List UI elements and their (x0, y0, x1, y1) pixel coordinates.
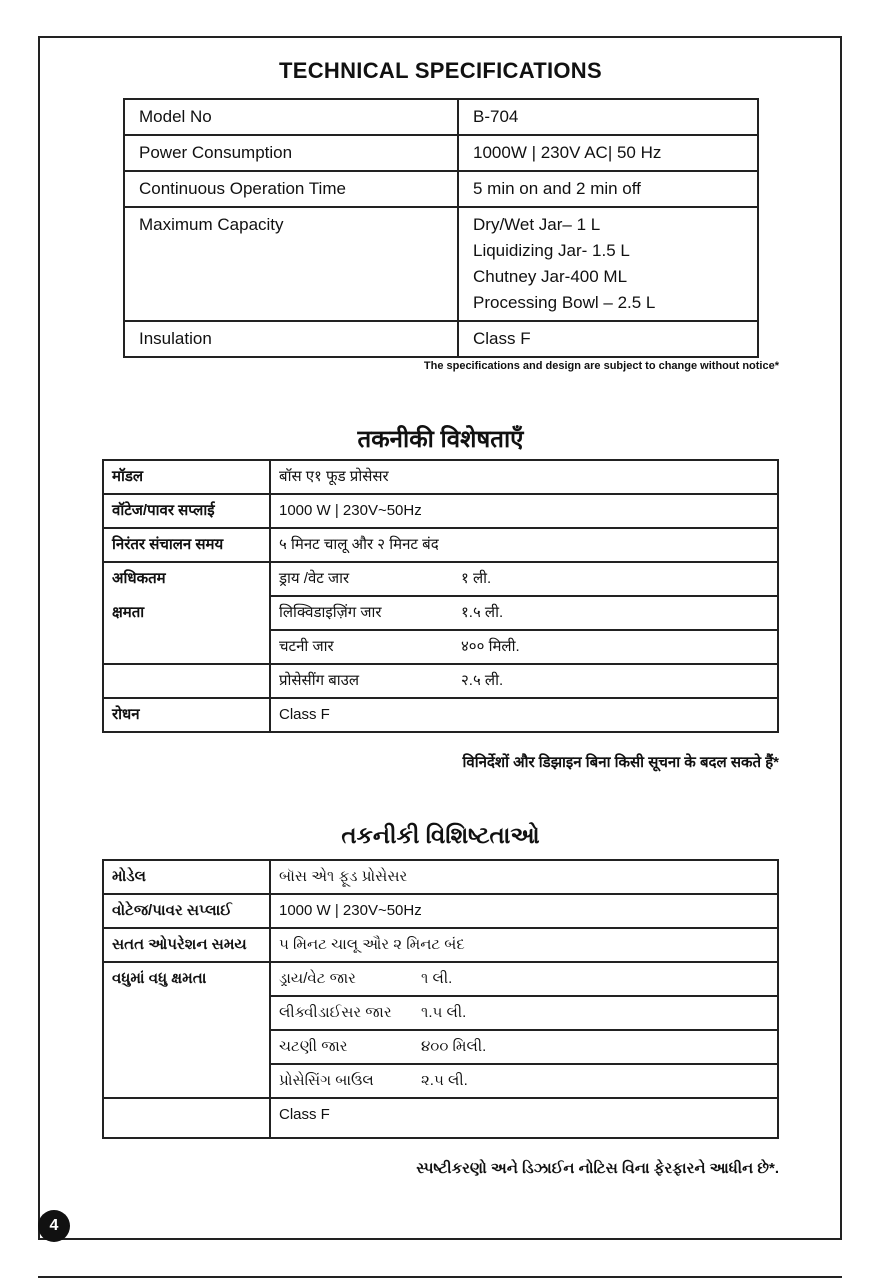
table-row (103, 698, 778, 732)
capacity-row (270, 1030, 778, 1064)
spec-key: વધુમાં વધુ ક્ષમતા (103, 962, 270, 1098)
capacity-row (270, 596, 778, 630)
spec-value: 1000 W | 230V~50Hz (270, 894, 778, 928)
spec-key: Insulation (124, 321, 458, 357)
table-row (103, 860, 778, 894)
capacity-item-name: लिक्विडाइज़िंग जार (279, 604, 382, 621)
spec-key-empty (103, 1098, 270, 1138)
spec-value: Class F (270, 698, 778, 732)
spec-value-list (458, 207, 758, 321)
capacity-item-amount: १ ली. (461, 570, 492, 587)
table-row (124, 321, 758, 357)
capacity-item-amount: ૧ લી. (421, 970, 453, 987)
note-hindi: विनिर्देशों और डिझाइन बिना किसी सूचना के बदल सकते हैं* (462, 754, 779, 771)
spec-key: Maximum Capacity (124, 207, 458, 321)
capacity-row (270, 630, 778, 664)
spec-key: મોડેલ (103, 860, 270, 894)
spec-value: बॉस ए१ फूड प्रोसेसर (270, 460, 778, 494)
capacity-item-name: લીક્વીડાઈસર જાર (279, 1004, 392, 1021)
spec-value: B-704 (458, 99, 758, 135)
spec-value: Class F (458, 321, 758, 357)
bottom-rule (38, 1276, 842, 1278)
capacity-line: Chutney Jar-400 ML (473, 267, 628, 286)
capacity-item-name: પ્રોસેસિંગ બાઉલ (279, 1072, 374, 1089)
table-row (124, 207, 758, 321)
table-row (103, 460, 778, 494)
page-number: 4 (38, 1210, 70, 1242)
table-row (103, 962, 778, 996)
spec-key: रोधन (103, 698, 270, 732)
table-row (124, 171, 758, 207)
spec-table-hindi (102, 459, 779, 733)
table-row (103, 562, 778, 596)
capacity-line: Processing Bowl – 2.5 L (473, 293, 656, 312)
spec-key: वॉटेज/पावर सप्लाई (103, 494, 270, 528)
table-row (103, 1098, 778, 1138)
spec-key: સતત ઓપરેશન સમય (103, 928, 270, 962)
spec-value: ५ मिनट चालू और २ मिनट बंद (270, 528, 778, 562)
title-gujarati: તકનીકી વિશિષ્ટતાઓ (341, 822, 540, 848)
capacity-line: Liquidizing Jar- 1.5 L (473, 241, 630, 260)
spec-value: 5 min on and 2 min off (458, 171, 758, 207)
spec-value: Class F (270, 1098, 778, 1138)
capacity-row (270, 996, 778, 1030)
title-hindi: तकनीकी विशेषताएँ (357, 426, 524, 453)
capacity-row (270, 562, 778, 596)
spec-value: 1000W | 230V AC| 50 Hz (458, 135, 758, 171)
spec-key: Power Consumption (124, 135, 458, 171)
capacity-line: Dry/Wet Jar– 1 L (473, 215, 601, 234)
table-row (103, 664, 778, 698)
capacity-item-name: चटनी जार (279, 638, 334, 655)
spec-key: Model No (124, 99, 458, 135)
note-english: The specifications and design are subject to change without notice* (423, 360, 779, 372)
spec-value: 1000 W | 230V~50Hz (270, 494, 778, 528)
capacity-item-name: ડ્રાય/વેટ જાર (279, 970, 356, 987)
capacity-key-line: अधिकतम (112, 570, 166, 587)
capacity-item-amount: ૨.૫ લી. (421, 1072, 468, 1089)
capacity-item-name: प्रोसेसींग बाउल (279, 672, 360, 689)
spec-key: વોટેજ/પાવર સપ્લાઈ (103, 894, 270, 928)
capacity-key-line: क्षमता (112, 604, 145, 621)
spec-value: બૉસ એ૧ ફૂડ પ્રોસેસર (270, 860, 778, 894)
table-row (103, 528, 778, 562)
capacity-item-amount: ४०० मिली. (461, 638, 520, 655)
note-gujarati: સ્પષ્ટીકરણો અને ડિઝાઈન નોટિસ વિના ફેરફારને આધીન છે*. (416, 1160, 779, 1177)
table-row (103, 894, 778, 928)
capacity-item-name: ચટણી જાર (279, 1038, 348, 1055)
capacity-row (270, 1064, 778, 1098)
table-row (103, 494, 778, 528)
table-row (103, 928, 778, 962)
capacity-row (270, 664, 778, 698)
spec-key: Continuous Operation Time (124, 171, 458, 207)
title-english: TECHNICAL SPECIFICATIONS (279, 58, 602, 83)
capacity-item-amount: २.५ ली. (461, 672, 504, 689)
spec-key-capacity (103, 562, 270, 664)
spec-key: निरंतर संचालन समय (103, 528, 270, 562)
spec-key: मॉडल (103, 460, 270, 494)
capacity-row (270, 962, 778, 996)
table-row (124, 135, 758, 171)
spec-key-empty (103, 664, 270, 698)
capacity-item-name: ड्राय /वेट जार (279, 570, 350, 587)
spec-value: ૫ મિનટ ચાલૂ ઔર ૨ મિનટ બંદ (270, 928, 778, 962)
capacity-item-amount: ૧.૫ લી. (421, 1004, 467, 1021)
spec-table-gujarati (102, 859, 779, 1139)
spec-table-english (123, 98, 759, 358)
capacity-item-amount: १.५ ली. (461, 604, 504, 621)
table-row (124, 99, 758, 135)
capacity-item-amount: ૪૦૦ મિલી. (421, 1038, 487, 1055)
